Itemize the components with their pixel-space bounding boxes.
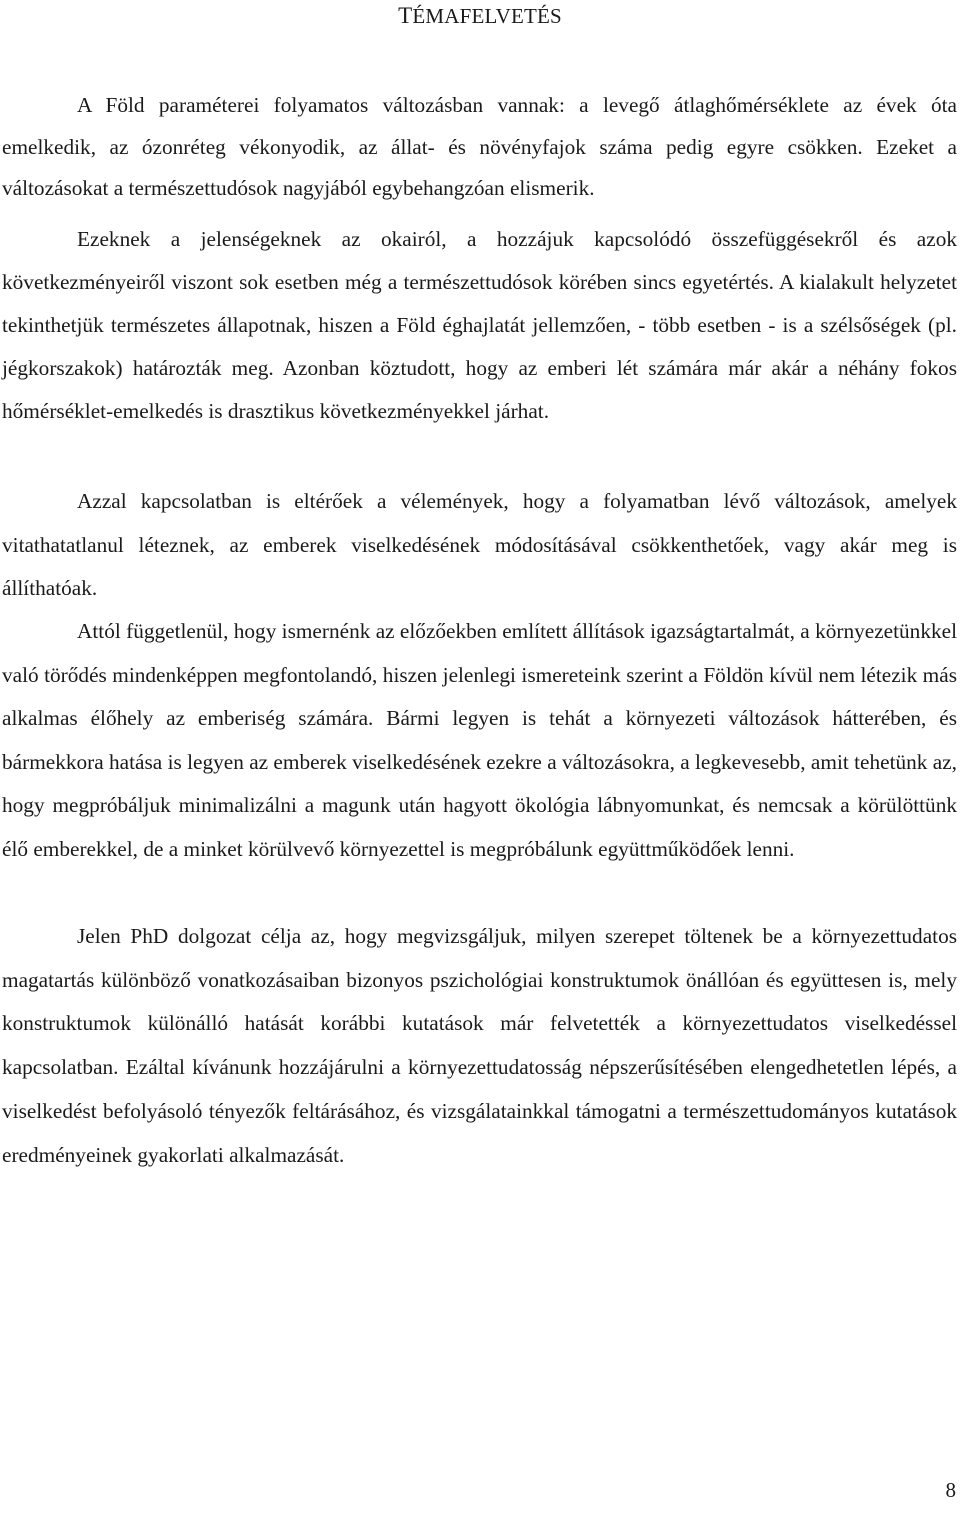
paragraph-3 <box>2 480 957 611</box>
paragraph-2 <box>2 218 957 433</box>
paragraph-5 <box>2 915 957 1177</box>
paragraph-3-text: Azzal kapcsolatban is eltérőek a vélemények, hogy a folyamatban lévő változások, amelyek vitathatatlanul léteznek, az emberek viselkedésének módosításával csökkenthetőek, vagy akár meg is állíthatóak. <box>2 489 957 600</box>
paragraph-1 <box>2 85 957 210</box>
section-heading <box>0 2 960 30</box>
paragraph-4 <box>2 610 957 872</box>
paragraph-2-text: Ezeknek a jelenségeknek az okairól, a hozzájuk kapcsolódó összefüggésekről és azok következményeiről viszont sok esetben még a természettudósok körében sincs egyetértés. A kialakult helyzetet tekinthetjük természetes állapotnak, hiszen a Föld éghajlatát jellemzően, - több esetben - is a szélsőségek (pl. jégkorszakok) határozták meg. Azonban köztudott, hogy az emberi lét számára már akár a néhány fokos hőmérséklet-emelkedés is drasztikus következményekkel járhat. <box>2 227 957 423</box>
heading-initial: T <box>398 3 413 28</box>
page-number: 8 <box>945 1478 956 1502</box>
heading-rest: ÉMAFELVETÉS <box>412 4 562 28</box>
paragraph-1-text: A Föld paraméterei folyamatos változásban vannak: a levegő átlaghőmérséklete az évek óta emelkedik, az ózonréteg vékonyodik, az állat- és növényfajok száma pedig egyre csökken. Ezeket a változásokat a természettudósok nagyjából egybehangzóan elismerik. <box>2 93 957 200</box>
paragraph-4-text: Attól függetlenül, hogy ismernénk az előzőekben említett állítások igazságtartalmát, a környezetünkkel való törődés mindenképpen megfontolandó, hiszen jelenlegi ismereteink szerint a Földön kívül nem létezik más alkalmas élőhely az emberiség számára. Bármi legyen is tehát a környezeti változások hátterében, és bármekkora hatása is legyen az emberek viselkedésének ezekre a változásokra, a legkevesebb, amit tehetünk az, hogy megpróbáljuk minimalizálni a magunk után hagyott ökológia lábnyomunkat, és nemcsak a körülöttünk élő emberekkel, de a minket körülvevő környezettel is megpróbálunk együttműködőek lenni. <box>2 619 957 861</box>
paragraph-5-text: Jelen PhD dolgozat célja az, hogy megvizsgáljuk, milyen szerepet töltenek be a környezettudatos magatartás különböző vonatkozásaiban bizonyos pszichológiai konstruktumok önállóan és együttesen is, mely konstruktumok különálló hatását korábbi kutatások már felvetették a környezettudatos viselkedéssel kapcsolatban. Ezáltal kívánunk hozzájárulni a környezettudatosság népszerűsítésében elengedhetetlen lépés, a viselkedést befolyásoló tényezők feltárásához, és vizsgálatainkkal támogatni a természettudományos kutatások eredményeinek gyakorlati alkalmazását. <box>2 924 957 1167</box>
